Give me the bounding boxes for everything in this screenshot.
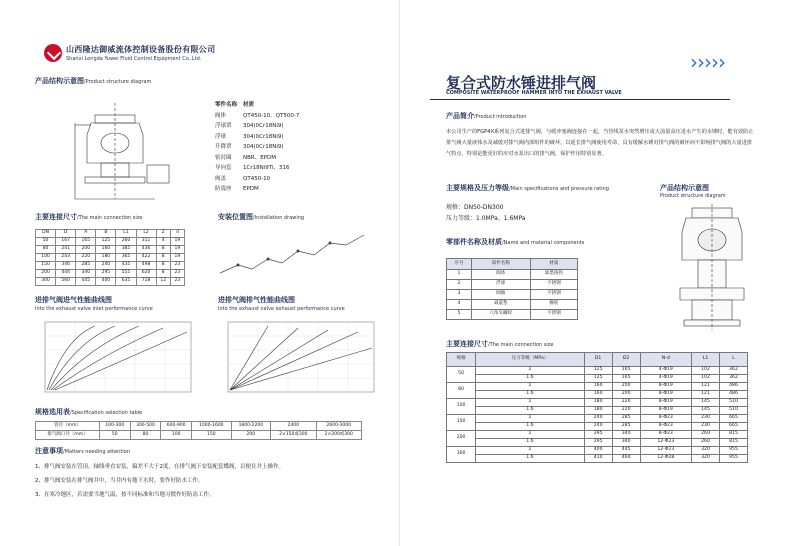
table-cell: 阀体	[471, 270, 530, 280]
table-cell: 12-Φ28	[640, 455, 691, 463]
table-cell: 260	[116, 238, 136, 246]
table-cell: 浮球	[471, 280, 530, 290]
table-cell: 295	[96, 270, 116, 278]
table-cell: 635	[116, 278, 136, 286]
section-struct: 产品结构示意图	[660, 184, 709, 192]
table-cell: 241	[56, 246, 76, 254]
struct-en: Product structure diagram	[660, 193, 726, 199]
table-cell: 不锈钢	[530, 280, 577, 290]
table-cell: 125	[584, 375, 612, 383]
section-exhaust-curve: 进排气阀排气性能曲线图	[218, 296, 295, 304]
table-cell: 8	[156, 246, 170, 254]
table-cell: 150	[192, 431, 232, 440]
table-cell: 422	[136, 254, 156, 262]
table-row	[447, 423, 748, 431]
table-row	[215, 163, 305, 174]
exhaust-curve-chart	[218, 318, 378, 398]
table-cell: 8-Φ23	[640, 423, 691, 431]
table-row	[447, 447, 748, 455]
company-name-cn: 山西隆达御威流体控制设备股份有限公司	[66, 45, 216, 54]
table-cell: 145	[692, 407, 720, 415]
table-cell: 12	[156, 278, 170, 286]
table-header-cell: D2	[612, 353, 640, 367]
table-cell: 100	[447, 399, 476, 415]
table-cell: 100	[161, 431, 192, 440]
page-title: 复合式防水锤进排气阀	[446, 74, 597, 92]
cell: 1Cr18Ni9Ti、316	[243, 165, 290, 171]
table-header-cell: L1	[116, 230, 136, 238]
title-divider	[430, 99, 730, 100]
table-cell: 12-Φ23	[640, 439, 691, 447]
table-cell: 8-Φ19	[640, 399, 691, 407]
table-cell: 1800-2200	[231, 422, 271, 431]
cell: 阀体	[215, 112, 227, 119]
table-cell: 23	[170, 270, 184, 278]
table-cell: 橡胶	[530, 300, 577, 310]
table-cell: 19	[170, 238, 184, 246]
table-row	[215, 174, 305, 185]
table-cell: 50	[36, 238, 56, 246]
table-cell: 球墨铸铁	[530, 270, 577, 280]
table-cell: 436	[136, 246, 156, 254]
table-cell: 100	[36, 254, 56, 262]
table-cell: 1.6	[476, 407, 584, 415]
table-cell: 80	[36, 246, 56, 254]
table-header-cell: L	[720, 353, 748, 367]
table-row	[36, 254, 185, 262]
table-cell: 50	[447, 367, 476, 383]
table-cell: 1.6	[476, 439, 584, 447]
table-cell: 230	[692, 415, 720, 423]
table-cell: 150	[447, 415, 476, 431]
table-header-cell: L1	[692, 353, 720, 367]
table-row	[215, 121, 305, 132]
table-cell: 4-Φ19	[640, 367, 691, 375]
table-header-cell: B	[96, 230, 116, 238]
table-cell: 243	[56, 254, 76, 262]
table-cell: 295	[584, 431, 612, 439]
company-logo	[44, 44, 62, 62]
table-cell: 1	[476, 415, 584, 423]
table-cell: 200	[36, 270, 56, 278]
valve-structure-drawing	[55, 95, 205, 205]
table-cell: 340	[612, 431, 640, 439]
table-cell: 400	[96, 278, 116, 286]
table-header-cell: Z	[156, 230, 170, 238]
table-cell: 445	[612, 447, 640, 455]
cell: 升降罩	[215, 144, 232, 150]
table-cell: 320	[692, 455, 720, 463]
table-row	[215, 132, 305, 143]
table-cell: 1.6	[476, 423, 584, 431]
table-row	[36, 270, 185, 278]
table-header-cell: 规格	[447, 353, 476, 367]
table-row	[447, 383, 748, 391]
table-cell: 8	[156, 270, 170, 278]
cell: 浮球	[215, 133, 227, 140]
table-cell: 200	[447, 431, 476, 447]
table-cell: 444	[56, 270, 76, 278]
table-cell: 102	[692, 367, 720, 375]
table-row	[215, 153, 305, 164]
section-install: 安装位置图/Installation drawing	[218, 213, 305, 221]
table-cell: 2×200或300	[316, 431, 361, 440]
table-cell: 8-Φ19	[640, 383, 691, 391]
section-selection: 规格选用表/Specification selection table	[35, 408, 143, 416]
table-cell: 300-500	[130, 422, 161, 431]
cell: 阀盖	[215, 175, 227, 182]
parts-table	[446, 258, 578, 320]
table-cell: 121	[692, 391, 720, 399]
table-cell: 600-900	[161, 422, 192, 431]
table-cell: 4	[156, 238, 170, 246]
installation-drawing	[218, 225, 368, 285]
cell: 密封圈	[215, 154, 232, 161]
section-intro: 产品简介/Product introduction	[446, 112, 527, 120]
table-cell: 1	[447, 270, 472, 280]
table-cell: 240	[96, 262, 116, 270]
table-row	[447, 290, 578, 300]
table-cell: 排气阀口径（mm）	[36, 431, 100, 440]
table-cell: 200	[76, 246, 96, 254]
table-cell: 160	[584, 391, 612, 399]
spec-pressure: 压力等级：1.0MPa、1.6MPa	[446, 215, 526, 222]
table-row	[447, 353, 748, 367]
table-cell: 1	[476, 447, 584, 455]
table-cell: 165	[76, 238, 96, 246]
table-cell: 8-Φ23	[640, 415, 691, 423]
materials-table	[215, 100, 305, 195]
table-cell: 六角头螺栓	[471, 310, 530, 320]
table-cell: 285	[76, 262, 96, 270]
section-connection: 主要连接尺寸/The main connection size	[35, 213, 143, 221]
table-cell: 阀轴	[471, 290, 530, 300]
table-cell: 815	[720, 431, 748, 439]
table-cell: 300	[36, 278, 56, 286]
table-row	[36, 230, 185, 238]
table-cell: 23	[170, 262, 184, 270]
table-cell: 240	[584, 415, 612, 423]
section-inlet-curve: 进排气阀进气性能曲线图	[35, 296, 112, 304]
table-cell: 19	[170, 246, 184, 254]
exhaust-curve-en: Into the exhaust valve exhaust performance curve	[218, 306, 345, 312]
table-cell: 362	[720, 367, 748, 375]
table-row	[447, 391, 748, 399]
table-row	[447, 415, 748, 423]
table-cell: 8-Φ19	[640, 407, 691, 415]
table-row	[447, 280, 578, 290]
table-cell: 200	[612, 391, 640, 399]
table-cell: 510	[720, 407, 748, 415]
table-cell: 180	[584, 407, 612, 415]
section-conn: 主要连接尺寸/The main connection size	[446, 340, 554, 348]
table-row	[447, 310, 578, 320]
table-row	[215, 111, 305, 122]
table-row	[215, 184, 305, 195]
table-cell: 160	[584, 383, 612, 391]
table-cell: 320	[692, 447, 720, 455]
table-cell: 665	[720, 415, 748, 423]
table-row	[447, 270, 578, 280]
table-cell: 285	[612, 423, 640, 431]
inlet-curve-chart	[35, 318, 195, 398]
table-cell: 445	[76, 278, 96, 286]
table-cell: 19	[170, 254, 184, 262]
table-cell: 180	[96, 254, 116, 262]
table-row	[447, 300, 578, 310]
spec-size: 规格：DN50-DN300	[446, 204, 504, 211]
table-header-cell: 部件名称	[471, 259, 530, 270]
cell: QT450-10	[243, 175, 271, 182]
table-cell: 160	[96, 246, 116, 254]
table-header-cell: A	[76, 230, 96, 238]
cell: 304(0Cr18Ni9)	[243, 133, 284, 140]
table-cell: 400	[584, 447, 612, 455]
table-cell: 5	[447, 310, 472, 320]
table-header-cell: 压力等级（MPa）	[476, 353, 584, 367]
section-spec: 主要规格及压力等级/Main specifications and pressure rating	[446, 184, 609, 192]
table-cell: 23	[170, 278, 184, 286]
table-cell: 102	[692, 375, 720, 383]
table-header-cell: DN	[36, 230, 56, 238]
table-cell: 295	[584, 439, 612, 447]
table-cell: 220	[76, 254, 96, 262]
right-page	[400, 0, 800, 546]
table-cell: 311	[136, 238, 156, 246]
cell: 浮球罩	[215, 123, 232, 129]
table-cell: 200	[231, 431, 271, 440]
table-cell: 560	[56, 278, 76, 286]
table-cell: 486	[720, 391, 748, 399]
table-cell: 955	[720, 447, 748, 455]
table-cell: 362	[720, 375, 748, 383]
table-cell: 8	[156, 254, 170, 262]
table-header-cell: N-d	[640, 353, 691, 367]
section-matters: 注意事项/Matters needing attention	[35, 447, 130, 455]
cell: QT450-10、QT500-7	[243, 112, 300, 119]
table-cell: 1	[476, 431, 584, 439]
materials-header: 材质	[243, 102, 255, 108]
table-cell: 510	[720, 399, 748, 407]
table-cell: 4-Φ19	[640, 375, 691, 383]
table-row	[36, 431, 362, 440]
cell: 防震座	[215, 186, 232, 192]
table-cell: 管径（mm）	[36, 422, 100, 431]
table-cell: 365	[116, 254, 136, 262]
cell: 304(0Cr18Ni9)	[243, 123, 284, 129]
table-cell: 3	[447, 290, 472, 300]
table-cell: 385	[116, 246, 136, 254]
table-cell: 121	[692, 383, 720, 391]
table-cell: 340	[612, 439, 640, 447]
table-row	[447, 367, 748, 375]
table-header-cell: d	[170, 230, 184, 238]
table-cell: 460	[612, 455, 640, 463]
inlet-curve-en: Into the exhaust valve inlet performance curve	[35, 306, 153, 312]
table-row	[36, 422, 362, 431]
cell: NBR、EPDM	[243, 154, 276, 161]
table-cell: 145	[692, 399, 720, 407]
table-row	[215, 142, 305, 153]
table-cell: 50	[99, 431, 130, 440]
table-row	[447, 375, 748, 383]
table-cell: 300	[447, 447, 476, 463]
note-3: 3、在寒冷地区，若需要当地气温，按不同标准和当地习惯作好防冻工作。	[35, 492, 215, 498]
table-cell: 1	[476, 367, 584, 375]
table-cell: 435	[116, 262, 136, 270]
table-row	[36, 238, 185, 246]
section-structure: 产品结构示意图/Product structure diagram	[35, 77, 152, 85]
materials-header: 零件名称	[215, 102, 238, 108]
table-cell: 260	[692, 431, 720, 439]
table-cell: 2	[447, 280, 472, 290]
table-cell: 减震垫	[471, 300, 530, 310]
cell: 导向套	[215, 165, 232, 171]
connection-table-right	[446, 352, 748, 463]
table-row	[36, 246, 185, 254]
table-cell: 346	[56, 262, 76, 270]
table-cell: 4	[447, 300, 472, 310]
table-row	[447, 399, 748, 407]
table-cell: 1	[476, 383, 584, 391]
table-cell: 8	[156, 262, 170, 270]
table-row	[36, 278, 185, 286]
table-cell: 150	[36, 262, 56, 270]
table-cell: 498	[136, 262, 156, 270]
table-cell: 665	[720, 423, 748, 431]
table-cell: 8-Φ23	[640, 431, 691, 439]
table-cell: 12-Φ23	[640, 447, 691, 455]
table-row	[447, 439, 748, 447]
table-cell: 1000-1600	[192, 422, 232, 431]
table-row	[36, 262, 185, 270]
table-cell: 80	[130, 431, 161, 440]
cell: 304(0Cr18Ni9)	[243, 144, 284, 150]
table-cell: 718	[136, 278, 156, 286]
company-name-en: Shanxi Longda Yuwei Fluid Control Equipment Co.,Ltd.	[66, 56, 202, 62]
table-cell: 167	[56, 238, 76, 246]
table-cell: 1	[476, 399, 584, 407]
table-cell: 不锈钢	[530, 310, 577, 320]
table-row	[447, 455, 748, 463]
table-cell: 100-300	[99, 422, 130, 431]
table-row	[447, 259, 578, 270]
valve-drawing	[670, 202, 760, 332]
table-cell: 340	[76, 270, 96, 278]
table-cell: 不锈钢	[530, 290, 577, 300]
table-header-cell: 材质	[530, 259, 577, 270]
table-cell: 1.6	[476, 391, 584, 399]
table-cell: 230	[692, 423, 720, 431]
intro-paragraph: 本公司生产的FGP4X系列复合式进排气阀，与缓冲塞阀连接在一起，当管线泵水突然增压或大流量高压进水产生的水锤时，能有效防止排气阀大量液体水及减缓对排气阀内部组件的破坏，以延长排气阀使用寿命，具有缓解水锤对排气阀的破坏而不影响排气阀的大量进排气特点，特别是能更好的应对水泵出口的排气阀，保护作用特别显著。	[446, 129, 754, 157]
table-cell: 220	[612, 407, 640, 415]
table-cell: 285	[612, 415, 640, 423]
table-cell: 815	[720, 439, 748, 447]
table-cell: 620	[136, 270, 156, 278]
note-2: 2、排气阀安装在排气阀井中，当井内有地下水时，要作好防水工作。	[35, 478, 204, 484]
table-header-cell: D1	[584, 353, 612, 367]
table-header-cell: L2	[136, 230, 156, 238]
table-cell: 1.6	[476, 375, 584, 383]
table-cell: 2600-3000	[316, 422, 361, 431]
table-cell: 410	[584, 455, 612, 463]
table-cell: 80	[447, 383, 476, 399]
cell: EPDM	[243, 186, 259, 192]
table-cell: 555	[116, 270, 136, 278]
table-cell: 180	[584, 399, 612, 407]
table-cell: 2×150或300	[271, 431, 316, 440]
table-cell: 8-Φ19	[640, 391, 691, 399]
table-cell: 220	[612, 399, 640, 407]
table-cell: 165	[612, 375, 640, 383]
table-cell: 1.6	[476, 455, 584, 463]
table-cell: 125	[96, 238, 116, 246]
table-cell: 125	[584, 367, 612, 375]
table-cell: 260	[692, 439, 720, 447]
table-cell: 240	[584, 423, 612, 431]
note-1: 1、排气阀安装在管顶，轴线垂直安装，偏差不大于2度，在排气阀下安装配套蝶阀，以便在井上操作。	[35, 464, 285, 470]
table-cell: 165	[612, 367, 640, 375]
chevron-decoration-icon: ›››››	[690, 50, 725, 74]
table-cell: 955	[720, 455, 748, 463]
table-header-cell: 序号	[447, 259, 472, 270]
section-parts: 零部件名称及材质/Name and material components	[446, 238, 585, 246]
table-row	[447, 431, 748, 439]
page-subtitle: COMPOSITE WATERPROOF HAMMER INTO THE EXHAUST VALVE	[446, 90, 622, 96]
table-cell: 200	[612, 383, 640, 391]
table-cell: 2400	[271, 422, 316, 431]
table-row	[447, 407, 748, 415]
table-header-cell: D	[56, 230, 76, 238]
connection-table	[35, 229, 185, 286]
selection-table	[35, 421, 362, 440]
table-cell: 486	[720, 383, 748, 391]
